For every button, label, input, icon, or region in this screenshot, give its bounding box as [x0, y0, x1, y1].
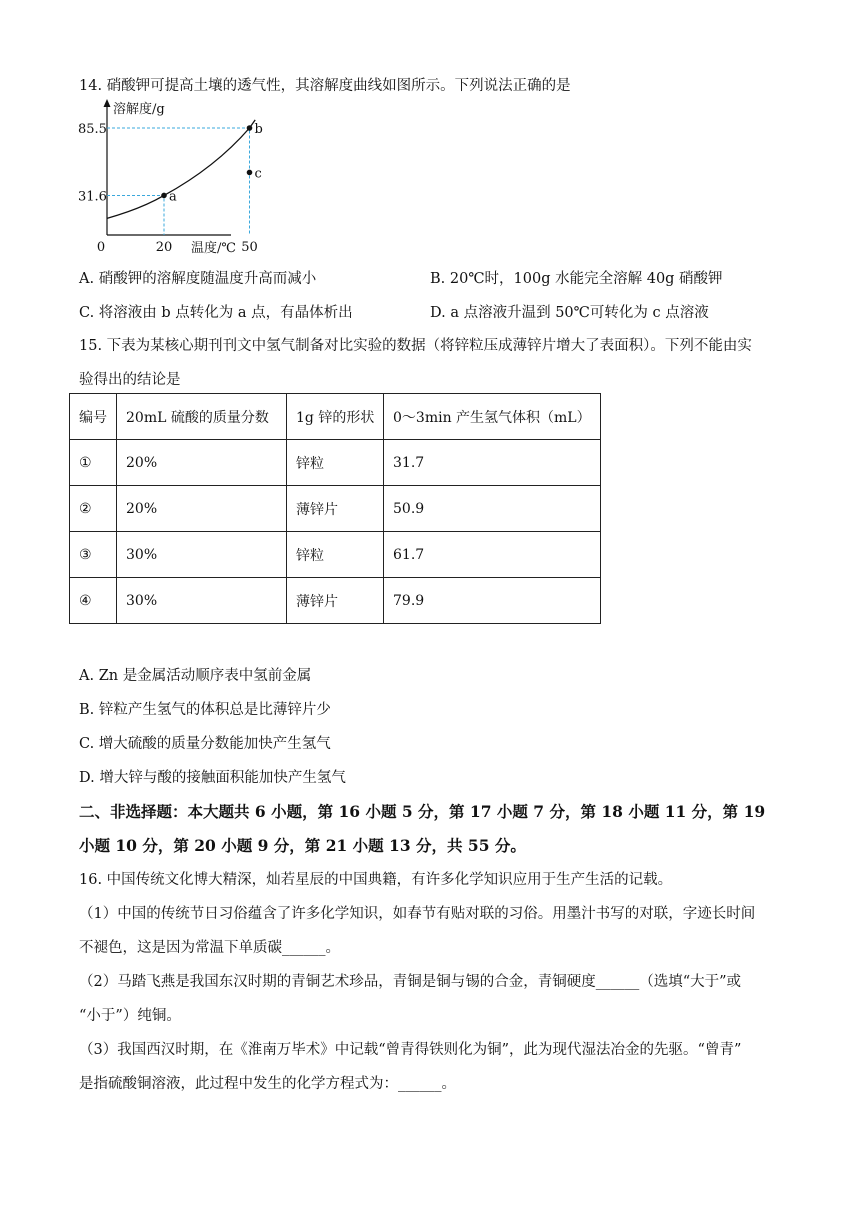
section2-heading-line1: 二、非选择题：本大题共 6 小题，第 16 小题 5 分，第 17 小题 7 分，第 18 小题 11 分，第 19	[79, 802, 766, 821]
q14-option-b: B. 20℃时，100g 水能完全溶解 40g 硝酸钾	[430, 271, 723, 287]
header-acid: 20mL 硫酸的质量分数	[117, 394, 287, 440]
table-cell: 锌粒	[287, 532, 384, 578]
experiment-table	[69, 393, 601, 624]
solubility-curve	[107, 120, 255, 218]
table-cell: 薄锌片	[287, 578, 384, 624]
q14-option-c: C. 将溶液由 b 点转化为 a 点，有晶体析出	[79, 305, 353, 321]
y-axis-arrow	[104, 99, 111, 107]
q16-part2-line1: （2）马踏飞燕是我国东汉时期的青铜艺术珍品，青铜是铜与锡的合金，青铜硬度______（选填“大于”或	[79, 974, 742, 990]
table-row	[70, 578, 601, 624]
table-cell: 79.9	[384, 578, 601, 624]
table-cell: ②	[70, 486, 117, 532]
guide-line-b	[107, 128, 250, 235]
table-cell: ④	[70, 578, 117, 624]
header-id: 编号	[70, 394, 117, 440]
point-label-c: c	[254, 166, 262, 182]
x-tick-label: 50	[241, 240, 258, 255]
table-cell: 61.7	[384, 532, 601, 578]
table-cell: 锌粒	[287, 440, 384, 486]
y-tick-label: 31.6	[78, 189, 107, 205]
table-cell: ①	[70, 440, 117, 486]
point-label-b: b	[254, 122, 263, 137]
q15-option-b: B. 锌粒产生氢气的体积总是比薄锌片少	[79, 702, 331, 718]
q16-part1-line2: 不褪色，这是因为常温下单质碳______。	[79, 940, 340, 956]
q16-part1-line1: （1）中国的传统节日习俗蕴含了许多化学知识，如春节有贴对联的习俗。用墨汁书写的对联，字迹长时间	[79, 906, 756, 922]
q15-option-a: A. Zn 是金属活动顺序表中氢前金属	[79, 668, 312, 684]
q15-stem-line1: 15. 下表为某核心期刊刊文中氢气制备对比实验的数据（将锌粒压成薄锌片增大了表面积）。下列不能由实	[79, 338, 752, 354]
header-zinc-shape: 1g 锌的形状	[287, 394, 384, 440]
point-label-a: a	[169, 189, 177, 205]
table-cell: 20%	[117, 486, 287, 532]
table-header-row	[70, 394, 601, 440]
table-cell: 30%	[117, 532, 287, 578]
x-tick-label: 20	[155, 240, 173, 255]
q16-part3-line2: 是指硫酸铜溶液，此过程中发生的化学方程式为：______。	[79, 1076, 456, 1092]
table-cell: ③	[70, 532, 117, 578]
q14-option-d: D. a 点溶液升温到 50℃可转化为 c 点溶液	[430, 305, 709, 321]
q15-stem-line2: 验得出的结论是	[79, 372, 181, 388]
x-axis-label: 温度/℃	[191, 241, 236, 256]
q16-stem: 16. 中国传统文化博大精深，灿若星辰的中国典籍，有许多化学知识应用于生产生活的记载。	[79, 872, 673, 888]
solubility-chart	[76, 94, 263, 258]
point-a	[161, 193, 167, 199]
table-cell: 50.9	[384, 486, 601, 532]
q15-option-d: D. 增大锌与酸的接触面积能加快产生氢气	[79, 770, 346, 786]
point-c	[247, 170, 253, 176]
table-row	[70, 486, 601, 532]
y-axis-label: 溶解度/g	[113, 102, 165, 117]
table-cell: 30%	[117, 578, 287, 624]
table-row	[70, 532, 601, 578]
q14-option-a: A. 硝酸钾的溶解度随温度升高而减小	[79, 271, 317, 287]
q16-part3-line1: （3）我国西汉时期，在《淮南万毕术》中记载“曾青得铁则化为铜”，此为现代湿法冶金的先驱。“曾青”	[79, 1042, 742, 1058]
table-row	[70, 440, 601, 486]
table-cell: 31.7	[384, 440, 601, 486]
section2-heading-line2: 小题 10 分，第 20 小题 9 分，第 21 小题 13 分，共 55 分。	[79, 836, 526, 855]
y-tick-label: 85.5	[78, 122, 107, 137]
point-b	[247, 125, 253, 131]
q14-stem: 14. 硝酸钾可提高土壤的透气性，其溶解度曲线如图所示。下列说法正确的是	[79, 78, 571, 94]
q16-part2-line2: “小于”）纯铜。	[79, 1008, 181, 1024]
table-cell: 薄锌片	[287, 486, 384, 532]
table-cell: 20%	[117, 440, 287, 486]
x-tick-label: 0	[96, 240, 106, 255]
q15-option-c: C. 增大硫酸的质量分数能加快产生氢气	[79, 736, 331, 752]
header-h2-volume: 0～3min 产生氢气体积（mL）	[384, 394, 601, 440]
